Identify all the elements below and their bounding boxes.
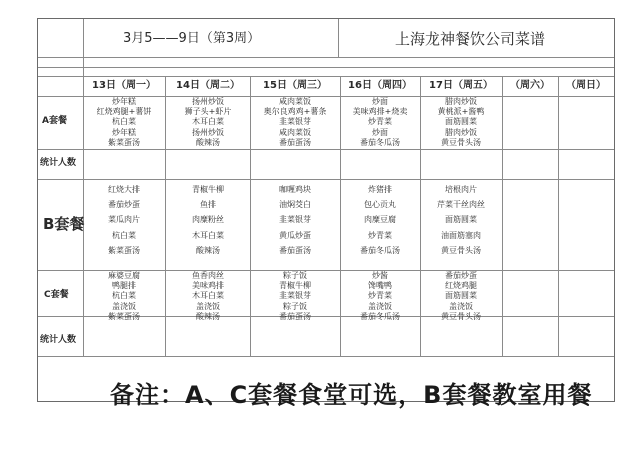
dish-cell: 番茄冬瓜汤 [360, 245, 400, 255]
dish-cell: 杭白菜 [112, 230, 136, 240]
dish-cell: 黄豆骨头汤 [441, 245, 481, 255]
dish-cell: 面筋圆菜 [445, 215, 477, 225]
stats-label: 统计人数 [40, 335, 77, 345]
dish-cell: 盖浇饭 [112, 301, 136, 311]
dish-cell: 面筋圆菜 [445, 117, 477, 127]
dish-cell: 番茄冬瓜汤 [360, 137, 400, 147]
dish-cell: 炸猪排 [368, 185, 392, 194]
set-b-label: B套餐 [43, 215, 85, 233]
dish-cell: 狮子头+虾片 [184, 107, 232, 117]
dish-cell: 木耳白菜 [192, 291, 224, 301]
grid-line [38, 149, 614, 150]
dish-cell: 炒年糕 [112, 97, 136, 106]
dish-cell: 番茄蛋汤 [279, 245, 311, 255]
footnote: 备注：A、C套餐食堂可选，B套餐教室用餐 [110, 381, 593, 409]
dish-cell: 炒青菜 [368, 291, 392, 301]
dish-cell: 酸辣汤 [196, 311, 220, 321]
dish-cell: 木耳白菜 [192, 117, 224, 127]
day-header: 14日（周二） [176, 80, 240, 91]
day-header: 15日（周三） [263, 80, 327, 91]
grid-line [250, 76, 251, 356]
grid-line [38, 76, 614, 77]
dish-cell: 油面筋塞肉 [441, 230, 481, 240]
day-header: （周日） [566, 80, 606, 91]
dish-cell: 扬州炒饭 [192, 97, 224, 106]
grid-line [338, 19, 339, 57]
grid-line [83, 19, 84, 356]
dish-cell: 炒年糕 [112, 127, 136, 137]
grid-line [502, 76, 503, 356]
dish-cell: 培根肉片 [445, 185, 477, 194]
dish-cell: 番茄炒蛋 [108, 200, 140, 210]
dish-cell: 韭菜银芽 [279, 291, 311, 301]
dish-cell: 炒青菜 [368, 117, 392, 127]
dish-cell: 红烧鸡腿 [445, 281, 477, 291]
dish-cell: 包心贡丸 [364, 200, 396, 210]
stats-label: 统计人数 [40, 158, 77, 168]
day-header: 16日（周四） [348, 80, 412, 91]
dish-cell: 炒青菜 [368, 230, 392, 240]
dish-cell: 麻婆豆腐 [108, 271, 140, 280]
dish-cell: 紫菜蛋汤 [108, 137, 140, 147]
dish-cell: 番茄蛋汤 [279, 137, 311, 147]
day-header: 13日（周一） [92, 80, 156, 91]
dish-cell: 红烧大排 [108, 185, 140, 194]
dish-cell: 酸辣汤 [196, 245, 220, 255]
dish-cell: 肉糜豆腐 [364, 215, 396, 225]
dish-cell: 杭白菜 [112, 291, 136, 301]
grid-line [38, 67, 614, 68]
company-title: 上海龙神餐饮公司菜谱 [395, 30, 546, 48]
dish-cell: 炒面 [372, 127, 388, 137]
dish-cell: 奥尔良鸡鸡+薯条 [263, 107, 327, 117]
dish-cell: 木耳白菜 [192, 230, 224, 240]
menu-sheet [37, 18, 615, 409]
dish-cell: 韭菜银芽 [279, 215, 311, 225]
dish-cell: 咸肉菜饭 [279, 127, 311, 137]
dish-cell: 肉糜粉丝 [192, 215, 224, 225]
dish-cell: 炒面 [372, 97, 388, 106]
dish-cell: 青椒牛柳 [279, 281, 311, 291]
dish-cell: 杭白菜 [112, 117, 136, 127]
dish-cell: 咖喱鸡块 [279, 185, 311, 194]
dish-cell: 鸭腿排 [112, 281, 136, 291]
grid-line [38, 356, 614, 357]
dish-cell: 美味鸡排 [192, 281, 224, 291]
set-a-label: A套餐 [42, 116, 67, 126]
dish-cell: 黄豆骨头汤 [441, 137, 481, 147]
dish-cell: 韭菜银芽 [279, 117, 311, 127]
dish-cell: 番茄蛋汤 [279, 311, 311, 321]
dish-cell: 炒酱 [372, 271, 388, 280]
grid-line [38, 179, 614, 180]
dish-cell: 美味鸡排+烧卖 [352, 107, 408, 117]
week-title: 3月5——9日（第3周） [123, 31, 261, 46]
dish-cell: 馋嘴鸭 [368, 281, 392, 291]
dish-cell: 黄桃派+酱鸭 [437, 107, 485, 117]
dish-cell: 黄豆骨头汤 [441, 311, 481, 321]
grid-line [38, 57, 614, 58]
set-c-label: C套餐 [44, 290, 69, 300]
dish-cell: 粽子饭 [283, 301, 307, 311]
dish-cell: 盖浇饭 [196, 301, 220, 311]
dish-cell: 盖浇饭 [368, 301, 392, 311]
dish-cell: 酸辣汤 [196, 137, 220, 147]
dish-cell: 盖浇饭 [449, 301, 473, 311]
dish-cell: 粽子饭 [283, 271, 307, 280]
dish-cell: 芹菜干丝肉丝 [437, 200, 485, 210]
dish-cell: 红烧鸡腿+薯饼 [96, 107, 152, 117]
dish-cell: 菜瓜肉片 [108, 215, 140, 225]
dish-cell: 番茄冬瓜汤 [360, 311, 400, 321]
dish-cell: 鱼排 [200, 200, 216, 210]
dish-cell: 番茄炒蛋 [445, 271, 477, 280]
dish-cell: 紫菜蛋汤 [108, 245, 140, 255]
dish-cell: 面筋圆菜 [445, 291, 477, 301]
dish-cell: 黄瓜炒蛋 [279, 230, 311, 240]
dish-cell: 紫菜蛋汤 [108, 311, 140, 321]
day-header: （周六） [510, 80, 550, 91]
dish-cell: 腊肉炒饭 [445, 97, 477, 106]
grid-line [558, 76, 559, 356]
dish-cell: 咸肉菜饭 [279, 97, 311, 106]
dish-cell: 油焖茭白 [279, 200, 311, 210]
dish-cell: 青椒牛柳 [192, 185, 224, 194]
grid-line [165, 76, 166, 356]
dish-cell: 扬州炒饭 [192, 127, 224, 137]
grid-line [340, 76, 341, 356]
dish-cell: 腊肉炒饭 [445, 127, 477, 137]
dish-cell: 鱼香肉丝 [192, 271, 224, 280]
grid-line [420, 76, 421, 356]
day-header: 17日（周五） [429, 80, 493, 91]
